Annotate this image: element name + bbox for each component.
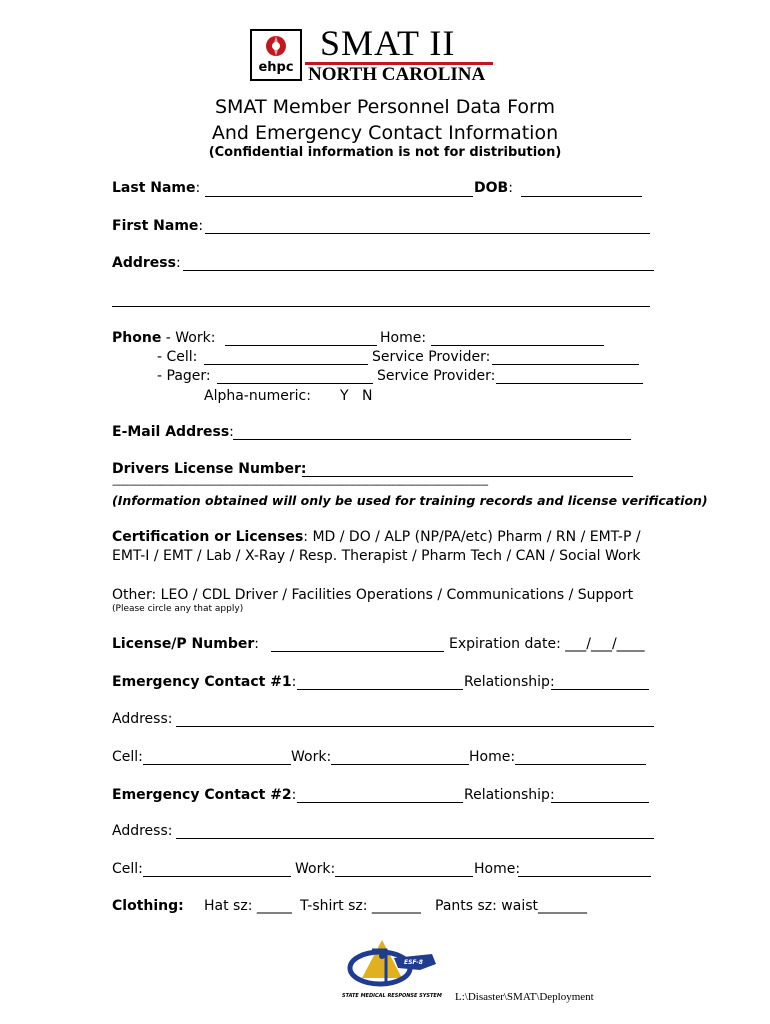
contact1-address-field[interactable] [176,726,654,727]
hat-size-field[interactable]: Hat sz: _____ [204,898,292,914]
phone-label: Phone - Work: [112,330,216,346]
footer-logo-caption: STATE MEDICAL RESPONSE SYSTEM [342,993,442,999]
relationship1-field[interactable] [551,689,649,690]
dob-field[interactable] [521,196,642,197]
home-phone-field[interactable] [431,345,604,346]
pants-size-field[interactable]: Pants sz: waist_______ [435,898,588,914]
relationship2-label: Relationship: [464,787,555,803]
address-field-line1[interactable] [183,270,654,271]
pager-label: - Pager: [157,368,211,384]
certification-line1: Certification or Licenses: MD / DO / ALP (NP/PA/etc) Pharm / RN / EMT-P / [112,529,641,545]
contact1-address-label: Address: [112,711,173,727]
ehpc-swirl-icon [252,31,300,61]
alpha-no-option[interactable]: N [362,388,373,404]
pager-provider-field[interactable] [496,383,643,384]
contact1-work-label: Work: [291,749,332,765]
circle-note: (Please circle any that apply) [112,604,244,614]
license-number-label: License/P Number: [112,636,259,652]
relationship1-label: Relationship: [464,674,555,690]
contact2-cell-field[interactable] [143,876,291,877]
drivers-license-field[interactable] [302,476,633,477]
contact2-work-label: Work: [295,861,336,877]
cell-phone-label: - Cell: [157,349,198,365]
contact2-home-label: Home: [474,861,521,877]
clothing-label: Clothing: [112,898,184,914]
emergency-contact2-label: Emergency Contact #2: [112,787,297,803]
alpha-yes-option[interactable]: Y [340,388,349,404]
contact2-address-label: Address: [112,823,173,839]
contact1-home-label: Home: [469,749,516,765]
ehpc-logo-text: ehpc [258,60,294,75]
esf-badge-text: ESF-8 [404,959,423,966]
confidential-note: (Confidential information is not for distribution) [208,145,562,160]
alpha-numeric-label: Alpha-numeric: [204,388,311,404]
home-phone-label: Home: [380,330,427,346]
address-label: Address: [112,255,181,271]
contact2-address-field[interactable] [176,838,654,839]
work-phone-field[interactable] [225,345,377,346]
emergency-contact1-label: Emergency Contact #1: [112,674,297,690]
cell-provider-label: Service Provider: [372,349,491,365]
last-name-label: Last Name: [112,180,201,196]
emergency-contact2-name-field[interactable] [297,802,463,803]
contact1-work-field[interactable] [331,764,469,765]
license-number-field[interactable] [271,651,444,652]
drivers-license-label: Drivers License Number: [112,461,307,477]
dob-label: DOB: [474,180,513,196]
contact2-home-field[interactable] [518,876,651,877]
address-field-line2[interactable] [112,306,650,307]
form-title-line1: SMAT Member Personnel Data Form [215,96,555,118]
cell-phone-field[interactable] [204,364,368,365]
email-field[interactable] [233,439,631,440]
email-label: E-Mail Address: [112,424,234,440]
pager-field[interactable] [217,383,373,384]
contact1-cell-field[interactable] [143,764,291,765]
first-name-field[interactable] [205,233,650,234]
form-title-line2: And Emergency Contact Information [211,122,559,144]
form-title [0,94,770,146]
contact1-cell-label: Cell: [112,749,143,765]
contact1-home-field[interactable] [515,764,646,765]
pager-provider-label: Service Provider: [377,368,496,384]
file-path: L:\Disaster\SMAT\Deployment [455,991,594,1003]
contact2-work-field[interactable] [335,876,473,877]
dashed-separator: ------------------------------------------------------------------------------------------------------------------------------------------------ [112,480,488,491]
certification-line2: EMT-I / EMT / Lab / X-Ray / Resp. Therapist / Pharm Tech / CAN / Social Work [112,548,641,564]
expiration-date-field[interactable]: Expiration date: ___/___/____ [449,636,645,652]
state-name: NORTH CAROLINA [308,64,486,85]
verification-note: (Information obtained will only be used for training records and license verification) [112,493,708,508]
program-title: SMAT II [320,23,456,63]
relationship2-field[interactable] [551,802,649,803]
last-name-field[interactable] [205,196,473,197]
state-medical-response-logo-icon [342,938,440,993]
other-certifications: Other: LEO / CDL Driver / Facilities Operations / Communications / Support [112,587,634,603]
emergency-contact1-name-field[interactable] [297,689,463,690]
first-name-label: First Name: [112,218,204,234]
contact2-cell-label: Cell: [112,861,143,877]
cell-provider-field[interactable] [492,364,639,365]
tshirt-size-field[interactable]: T-shirt sz: _______ [300,898,421,914]
